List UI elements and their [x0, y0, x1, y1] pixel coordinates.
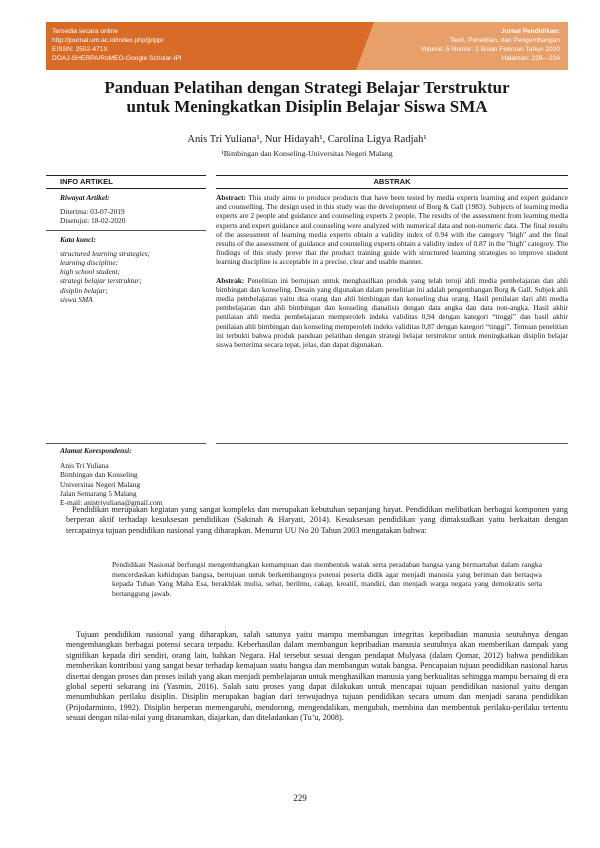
- journal-info-right: [356, 22, 568, 70]
- volume-line: Volume: 5 Nomor: 2 Bulan Februari Tahun 2020: [420, 46, 560, 53]
- corr-name: Anis Tri Yuliana: [60, 461, 109, 471]
- indexing-line: DOAJ-SHERPA/RoMEO-Google Scholar-IPI: [52, 55, 182, 62]
- keyword: learning discipline;: [60, 258, 119, 268]
- keyword: structured learning strategies;: [60, 248, 151, 258]
- body-paragraph-1: Pendidikan merupakan kegiatan yang sangat kompleks dan merupakan kebutuhan sepanjang hayat. Pendidikan melibatkan berbagai komponen yang berperan aktif terhadap kesuksesan pendidikan (Sakinah & Haryati, 2014). Kesuksesan pendidikan yang dimaksudkan yaitu berkaitan dengan tercapainya tujuan pendidikan nasional yang diharapkan. Menurut UU No 20 Tahun 2003 mengatakan bahwa:: [66, 505, 568, 535]
- title-line-2: untuk Meningkatkan Disiplin Belajar Siswa SMA: [126, 97, 488, 116]
- info-heading: INFO ARTIKEL: [46, 175, 206, 189]
- pages-line: Halaman: 229—234: [501, 55, 560, 62]
- accepted-date: Disetujui: 18-02-2020: [60, 216, 126, 226]
- corr-street: Jalan Semarang 5 Malang: [60, 488, 137, 498]
- abstract-heading: ABSTRAK: [216, 175, 568, 189]
- abstract-english: [216, 193, 568, 267]
- abstract-id-text: Penelitian ini bertujuan untuk menghasilkan produk yang telah teruji ahli media pembelajaran dan ahli bimbingan dan konseling. Desain yang digunakan dalam penelitian ini adalah pengembangan Borg & Gall. Subjek ahli media pembelajaran yaitu dua orang dan ahli bimbingan dan konseling dua orang. Hasil penilaian dari ahli media pembelajaran dan ahli bimbingan dan konseling dianalisis dengan data angka dan data non-angka. Hasil akhir penilaian ahli media pembelajaran memperoleh indeks validitas 0,94 dengan kategori “tinggi” dan hasil akhir penilaian ahli bimbingan dan konseling memperoleh indeks validitas 0,87 dengan kategori “tinggi”. Temuan penelitian ini terbukti bahwa produk panduan pelatihan dengan strategi belajar terstruktur untuk meningkatkan disiplin belajar siswa berterima secara tepat, jelas, dan dapat digunakan.: [216, 275, 568, 350]
- abstract-en-text: This study aims to produce products that have been tested by media experts learning and expert guidance and counselling. The design used in this study was the development of Borg & Gall (1983). Subjects of learning media experts are 2 people and guidance and counseling experts 2 people. The results of the assessment from learning media experts and expert guidance and counseling were analyzed with numerical data and non-numeric data. The final results of the assessment of learning media experts obtain a validity index of 0.94 with the category "high" and the final results of the assessment of guidance and counseling experts obtain a validity index of 0.87 in the "high" category. The findings of this study prove that the product training guide with structured learning strategies to improve student learning discipline is acceptable in a precise, clear and usable manner.: [216, 193, 568, 267]
- body-paragraph-2: Tujuan pendidikan nasional yang diharapkan, salah satunya yaitu mampu membangun integritas kepribadian manusia seutuhnya dengan mengembangkan berbagai potensi secara terpadu. Keberhasilan dalam membangun kepribadian manusia seutuhnya akan memberikan dampak yang signifikan kepada diri sendiri, orang lain, bahkan Negara. Hal tersebut sesuai dengan pendapat Mulyasa (dalam Qomar, 2012) bahwa pendidikan memberikan kontribusi yang sangat besar terhadap kemajuan suatu bangsa dan membangun watak bangsa. Pencapaian tujuan pendidikan nasional harus disertai dengan proses dan proses inilah yang akan menjadi pembelajaran untuk menghasilkan manusia yang berkualitas sehingga mampu bersaing di era global seperti sekarang ini (Yasmin, 2016). Salah satu proses yang dapat dilakukan untuk mencapai tujuan pendidikan nasional yaitu dengan menumbuhkan perilaku disiplin. Disiplin merupakan bagian dari terwujudnya tujuan pendidikan secara umum dan menjadi sarana pendidikan (Prijodarminto, 1992). Disiplin berperan memengaruhi, mendorong, mengendalikan, mengubah, membina dan membentuk perilaku-perilaku tertentu sesuai dengan nilai-nilai yang ditanamkan, diajarkan, dan diteladankan (Tu’u, 2008).: [66, 630, 568, 723]
- journal-header: [46, 22, 568, 70]
- keywords-block: [46, 231, 206, 308]
- keyword: disiplin belajar;: [60, 285, 108, 295]
- received-date: Diterima: 03-07-2019: [60, 207, 125, 217]
- history-block: [46, 189, 206, 230]
- keyword: siswa SMA: [60, 294, 93, 304]
- availability-line: Tersedia secara online: [52, 28, 118, 35]
- page-number: 229: [293, 793, 307, 803]
- journal-url: http://journal.um.ac.id/index.php/jptpp/: [52, 37, 164, 44]
- abstract-id-label: Abstrak:: [216, 275, 245, 285]
- law-quote: Pendidikan Nasional berfungsi mengembangkan kemampuan dan membentuk watak serta peradaban bangsa yang bermartabat dalam rangka mencerdaskan kehidupan bangsa, bertujuan untuk berkembangnya potensi peserta didik agar menjadi manusia yang beriman dan bertaqwa kepada Tuhan Yang Maha Esa, berakhlak mulia, sehat, berilmu, cakap, kreatif, mandiri, dan menjadi warga negara yang demokratis serta bertanggung jawab.: [112, 560, 542, 598]
- eissn-line: EISSN: 2502-471X: [52, 46, 108, 53]
- title-line-1: Panduan Pelatihan dengan Strategi Belajar Terstruktur: [104, 78, 510, 97]
- journal-subtitle: Teori, Penelitian, dan Pengembangan: [450, 37, 560, 44]
- history-label: Riwayat Artikel:: [60, 193, 110, 202]
- correspondence-label: Alamat Korespondensi:: [60, 446, 132, 455]
- correspondence-block: [46, 443, 206, 507]
- journal-info-left: [46, 22, 356, 70]
- article-info-column: [46, 189, 206, 308]
- keyword: strategi belajar terstruktur;: [60, 276, 142, 286]
- keyword: high school student;: [60, 267, 120, 277]
- paper-title: [46, 78, 568, 116]
- corr-dept: Bimbingan dan Konseling: [60, 470, 138, 480]
- abstract-indonesian: [216, 276, 568, 350]
- abstract-content: [216, 193, 568, 358]
- affiliation: ¹Bimbingan dan Konseling-Universitas Negeri Malang: [221, 149, 393, 158]
- abstract-en-label: Abstract:: [216, 193, 246, 202]
- article-info-abstract: [46, 175, 568, 508]
- author-list: Anis Tri Yuliana¹, Nur Hidayah¹, Carolina Ligya Radjah¹: [187, 134, 427, 145]
- journal-name: Jurnal Pendidikan:: [501, 28, 560, 35]
- corr-email: E-mail: anistriyuliana@gmail.com: [60, 498, 163, 508]
- keywords-label: Kata kunci:: [60, 234, 96, 244]
- corr-univ: Universitas Negeri Malang: [60, 479, 141, 489]
